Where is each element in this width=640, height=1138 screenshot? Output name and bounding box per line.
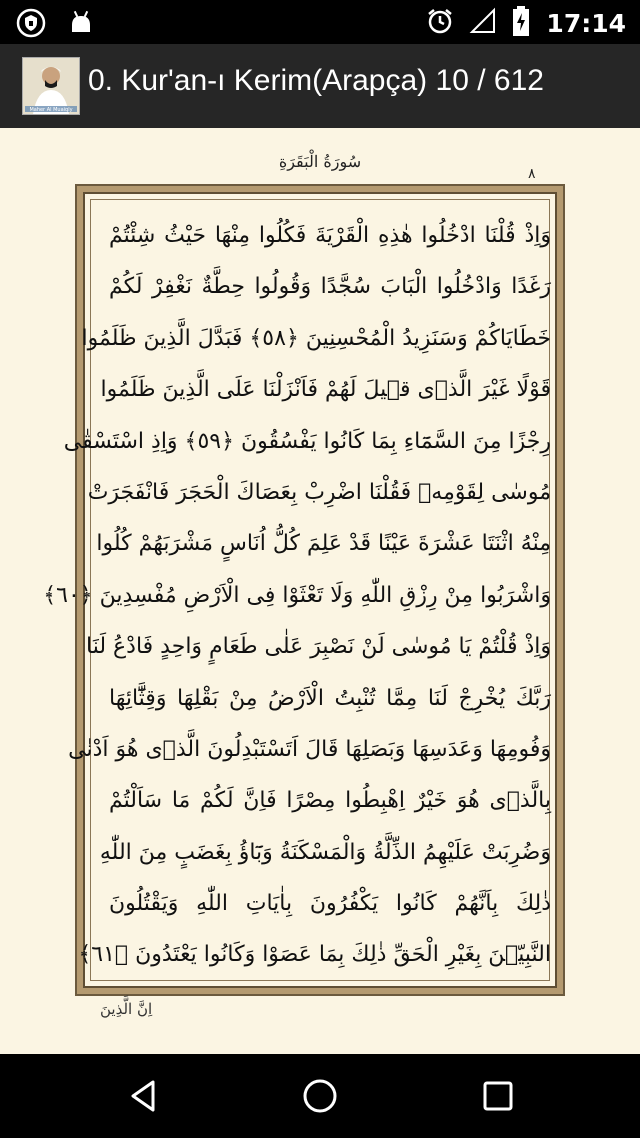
verse-line: بِالَّذٖى هُوَ خَيْرٌ اِهْبِطُوا مِصْرًا فَاِنَّ لَكُمْ مَا سَاَلْتُمْ [109, 788, 551, 814]
battery-charging-icon [512, 6, 530, 40]
verse-line: وَاِذْ قُلْتُمْ يَا مُوسٰى لَنْ نَصْبِرَ عَلٰى طَعَامٍ وَاحِدٍ فَادْعُ لَنَا [86, 634, 551, 660]
verse-line: مِنْهُ اثْنَتَا عَشْرَةَ عَيْنًا قَدْ عَلِمَ كُلُّ اُنَاسٍ مَشْرَبَهُمْ كُلُوا [96, 531, 551, 557]
shield-notification-icon [16, 8, 46, 42]
verse-line: مُوسٰى لِقَوْمِهٖ فَقُلْنَا اضْرِبْ بِعَصَاكَ الْحَجَرَ فَانْفَجَرَتْ [87, 479, 551, 505]
page-frame [43, 184, 565, 996]
reciter-caption: Maher Al Muaiqly [29, 107, 73, 113]
catchword: اِنَّ الَّذِينَ [100, 1000, 153, 1018]
verse-line: ذٰلِكَ بِاَنَّهُمْ كَانُوا يَكْفُرُونَ بِاٰيَاتِ اللّٰهِ وَيَقْتُلُونَ [109, 891, 551, 917]
verse-line: خَطَايَاكُمْ وَسَنَزِيدُ الْمُحْسِنِينَ ﴿٥٨﴾ فَبَدَّلَ الَّذِينَ ظَلَمُوا [81, 325, 551, 351]
app-bar [0, 44, 640, 128]
recents-icon [480, 1078, 516, 1114]
verse-line: رَبَّكَ يُخْرِجْ لَنَا مِمَّا تُنْبِتُ الْاَرْضُ مِنْ بَقْلِهَا وَقِثَّٓائِهَا [109, 685, 551, 711]
verse-lines [43, 210, 551, 981]
back-icon [125, 1078, 161, 1114]
android-debug-icon [66, 8, 96, 42]
home-button[interactable] [292, 1068, 348, 1124]
verse-line: قَوْلًا غَيْرَ الَّذٖى قٖيلَ لَهُمْ فَاَنْزَلْنَا عَلَى الَّذِينَ ظَلَمُوا [100, 377, 551, 403]
signal-icon [470, 8, 496, 38]
verse-line: وَاشْرَبُوا مِنْ رِزْقِ اللّٰهِ وَلَا تَعْثَوْا فِى الْاَرْضِ مُفْسِدِينَ ﴿٦٠﴾ [43, 582, 551, 608]
verse-line: وَاِذْ قُلْنَا ادْخُلُوا هٰذِهِ الْقَرْيَةَ فَكُلُوا مِنْهَا حَيْثُ شِئْتُمْ [109, 223, 551, 248]
recents-button[interactable] [470, 1068, 526, 1124]
page-number: ٨ [528, 166, 536, 182]
verse-line: وَضُرِبَتْ عَلَيْهِمُ الذِّلَّةُ وَالْمَسْكَنَةُ وَبَٓاؤُ بِغَضَبٍ مِنَ اللّٰهِ [99, 839, 551, 865]
verse-line: وَفُومِهَا وَعَدَسِهَا وَبَصَلِهَا قَالَ اَتَسْتَبْدِلُونَ الَّذٖى هُوَ اَدْنٰى [68, 736, 551, 762]
status-bar [0, 0, 640, 44]
quran-page[interactable] [0, 128, 640, 1054]
status-time: 17:14 [546, 8, 626, 38]
verse-line: النَّبِيّٖنَ بِغَيْرِ الْحَقِّ ذٰلِكَ بِمَا عَصَوْا وَكَانُوا يَعْتَدُونَ ﴿٦١﴾ [78, 942, 551, 968]
surah-header: سُورَةُ الْبَقَرَةِ [278, 152, 362, 171]
page-frame-inner [43, 192, 557, 988]
verse-line: رَغَدًا وَادْخُلُوا الْبَابَ سُجَّدًا وَقُولُوا حِطَّةٌ نَغْفِرْ لَكُمْ [109, 274, 551, 300]
verse-line: رِجْزًا مِنَ السَّمَٓاءِ بِمَا كَانُوا يَفْسُقُونَ ﴿٥٩﴾ وَاِذِ اسْتَسْقٰى [63, 428, 551, 454]
back-button[interactable] [115, 1068, 171, 1124]
page-frame-rule [43, 199, 551, 981]
nav-bar [0, 1054, 640, 1138]
alarm-clock-icon [426, 7, 454, 39]
app-icon[interactable] [22, 57, 80, 115]
home-icon [300, 1076, 340, 1116]
app-title: 0. Kur'an-ı Kerim(Arapça) 10 / 612 [88, 64, 544, 97]
